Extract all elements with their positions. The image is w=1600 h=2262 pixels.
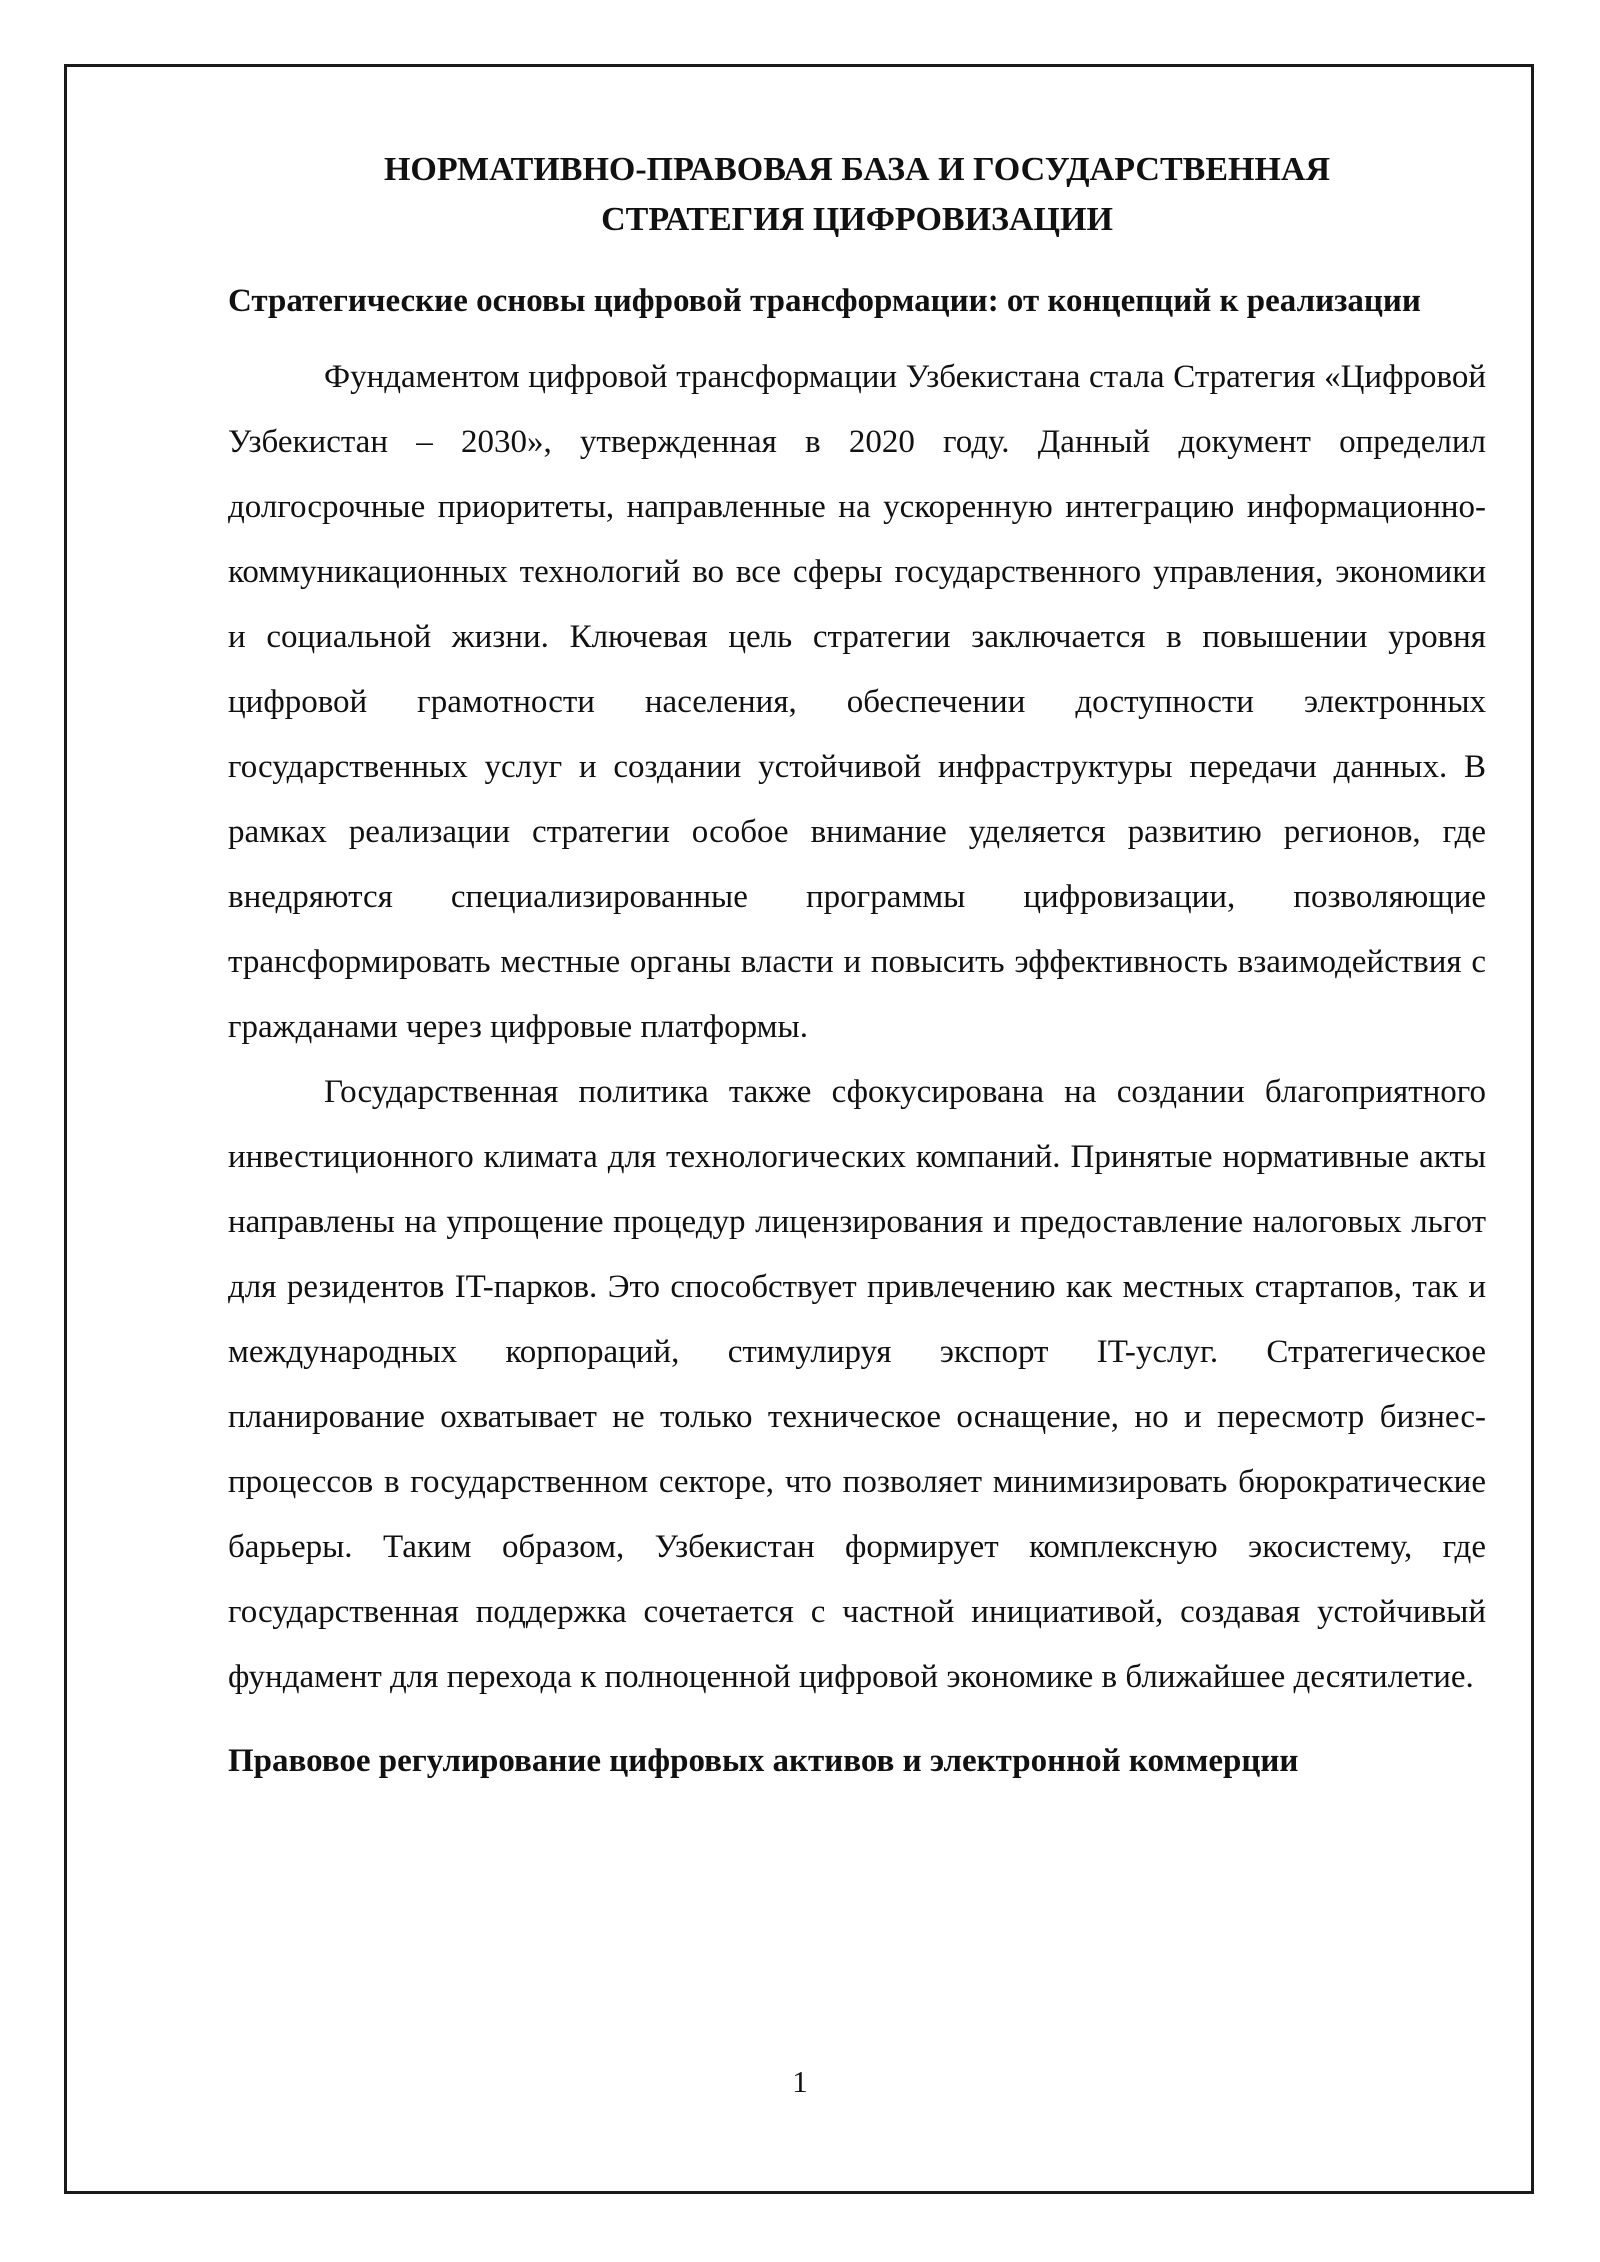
document-title-line-2: СТРАТЕГИЯ ЦИФРОВИЗАЦИИ <box>601 201 1113 238</box>
document-title <box>228 145 1486 245</box>
document-title-line-1: НОРМАТИВНО-ПРАВОВАЯ БАЗА И ГОСУДАРСТВЕННАЯ <box>383 151 1331 188</box>
page-number: 1 <box>792 2064 808 2099</box>
section-heading-strategic-foundations: Стратегические основы цифровой трансформации: от концепций к реализации <box>228 283 1421 319</box>
body-paragraph: Фундаментом цифровой трансформации Узбекистана стала Стратегия «Цифровой Узбекистан – 2030», утвержденная в 2020 году. Данный документ определил долгосрочные приоритеты, направленные на ускоренную интеграцию информационно-коммуникационных технологий во все сферы государственного управления, экономики и социальной жизни. Ключевая цель стратегии заключается в повышении уровня цифровой грамотности населения, обеспечении доступности электронных государственных услуг и создании устойчивой инфраструктуры передачи данных. В рамках реализации стратегии особое внимание уделяется развитию регионов, где внедряются специализированные программы цифровизации, позволяющие трансформировать местные органы власти и повысить эффективность взаимодействия с гражданами через цифровые платформы. <box>228 359 1486 1045</box>
page-content <box>228 145 1486 1798</box>
section-heading-legal-regulation: Правовое регулирование цифровых активов и электронной коммерции <box>228 1743 1299 1779</box>
body-paragraph: Государственная политика также сфокусирована на создании благоприятного инвестиционного климата для технологических компаний. Принятые нормативные акты направлены на упрощение процедур лицензирования и предоставление налоговых льгот для резидентов IT-парков. Это способствует привлечению как местных стартапов, так и международных корпораций, стимулируя экспорт IT-услуг. Стратегическое планирование охватывает не только техническое оснащение, но и пересмотр бизнес-процессов в государственном секторе, что позволяет минимизировать бюрократические барьеры. Таким образом, Узбекистан формирует комплексную экосистему, где государственная поддержка сочетается с частной инициативой, создавая устойчивый фундамент для перехода к полноценной цифровой экономике в ближайшее десятилетие. <box>228 1074 1486 1695</box>
